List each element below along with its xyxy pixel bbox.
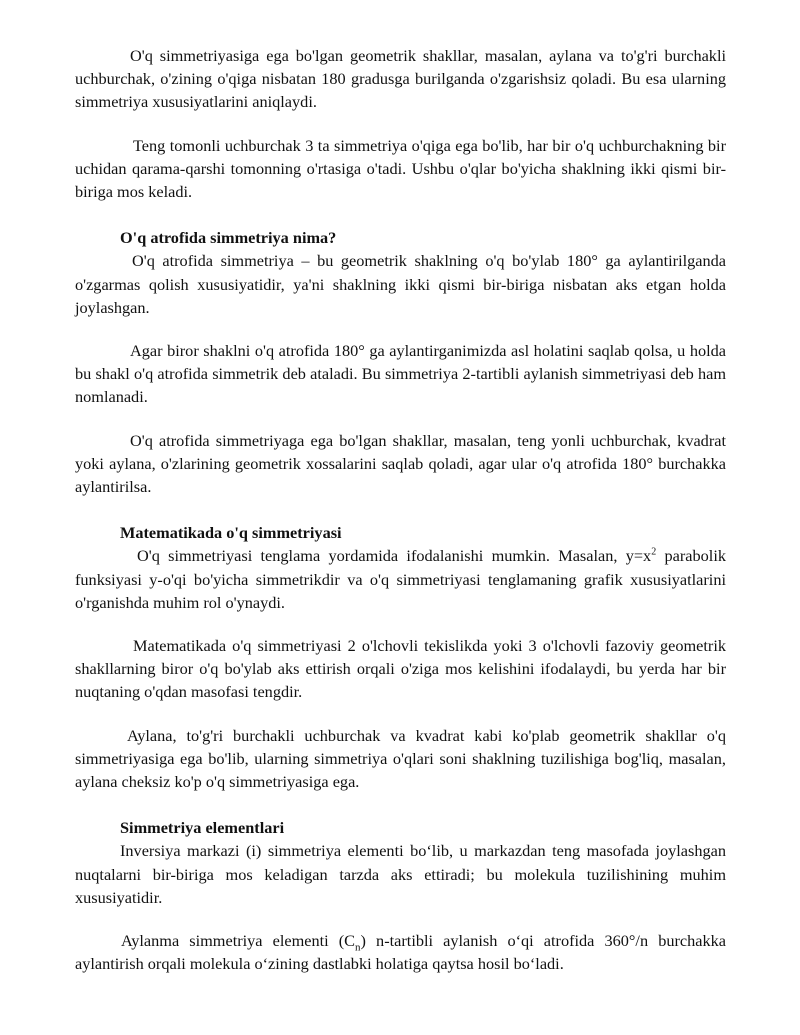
paragraph-9: Inversiya markazi (i) simmetriya elementi bo‘lib, u markazdan teng masofada joylashgan nuqtalarni bir-biriga mos keladigan tarzda aks ettiradi; bu molekula tuzilishining muhim xususiyatidir. (75, 841, 726, 907)
section-heading-axis-symmetry: O'q atrofida simmetriya nima? (120, 228, 337, 248)
subscript-n: n (355, 941, 361, 954)
paragraph-10 (75, 929, 726, 975)
paragraph-6-text-b: parabolik funksiyasi y-o'qi bo'yicha simmetrikdir va o'q simmetriyasi tenglamaning grafik xususiyatlarini o'rganishda muhim rol o'ynaydi. (75, 546, 726, 612)
paragraph-6-text-a: O'q simmetriyasi tenglama yordamida ifodalanishi mumkin. Masalan, y=x (137, 546, 652, 566)
paragraph-7: Matematikada o'q simmetriyasi 2 o'lchovli tekislikda yoki 3 o'lchovli fazoviy geometrik shakllarning biror o'q bo'ylab aks ettirish orqali o'ziga mos kelishini ifodalaydi, bu yerda har bir nuqtaning o'qdan masofasi tengdir. (75, 636, 726, 702)
paragraph-1: O'q simmetriyasiga ega bo'lgan geometrik shakllar, masalan, aylana va to'g'ri burchakli uchburchak, o'zining o'qiga nisbatan 180 gradusga burilganda o'zgarishsiz qoladi. Bu esa ularning simmetriya xususiyatlarini aniqlaydi. (75, 46, 726, 112)
paragraph-6 (75, 544, 726, 614)
paragraph-3: O'q atrofida simmetriya – bu geometrik shaklning o'q bo'ylab 180° ga aylantirilganda o'zgarmas qolish xususiyatidir, ya'ni shaklning ikki qismi bir-biriga nisbatan aks etgan holda joylashgan. (75, 251, 726, 317)
paragraph-2: Teng tomonli uchburchak 3 ta simmetriya o'qiga ega bo'lib, har bir o'q uchburchakning bir uchidan qarama-qarshi tomonning o'rtasiga o'tadi. Ushbu o'qlar bo'yicha shaklning ikki qismi bir-biriga mos keladi. (75, 135, 726, 202)
paragraph-5: O'q atrofida simmetriyaga ega bo'lgan shakllar, masalan, teng yonli uchburchak, kvadrat yoki aylana, o'zlarining geometrik xossalarini saqlab qoladi, agar ular o'q atrofida 180° burchakka aylantirilsa. (75, 430, 726, 497)
document-page (75, 44, 726, 976)
superscript-2: 2 (651, 547, 657, 559)
paragraph-8: Aylana, to'g'ri burchakli uchburchak va kvadrat kabi ko'plab geometrik shakllar o'q simmetriyasiga ega bo'lib, ularning simmetriya o'qlari soni shaklning tuzilishiga bog'liq, masalan, aylana cheksiz ko'p o'q simmetriyasiga ega. (75, 725, 726, 792)
section-heading-symmetry-elements: Simmetriya elementlari (120, 818, 285, 838)
paragraph-4: Agar biror shaklni o'q atrofida 180° ga aylantirganimizda asl holatini saqlab qolsa, u holda bu shakl o'q atrofida simmetrik deb ataladi. Bu simmetriya 2-tartibli aylanish simmetriyasi deb ham nomlanadi. (75, 341, 726, 407)
paragraph-10-text-a: Aylanma simmetriya elementi (C (121, 931, 356, 951)
section-heading-math-symmetry: Matematikada o'q simmetriyasi (120, 523, 342, 543)
paragraph-10-text-b: ) n-tartibli aylanish o‘qi atrofida 360°/n burchakka aylantirish orqali molekula o‘zining dastlabki holatiga qaytsa hosil bo‘ladi. (75, 931, 726, 974)
